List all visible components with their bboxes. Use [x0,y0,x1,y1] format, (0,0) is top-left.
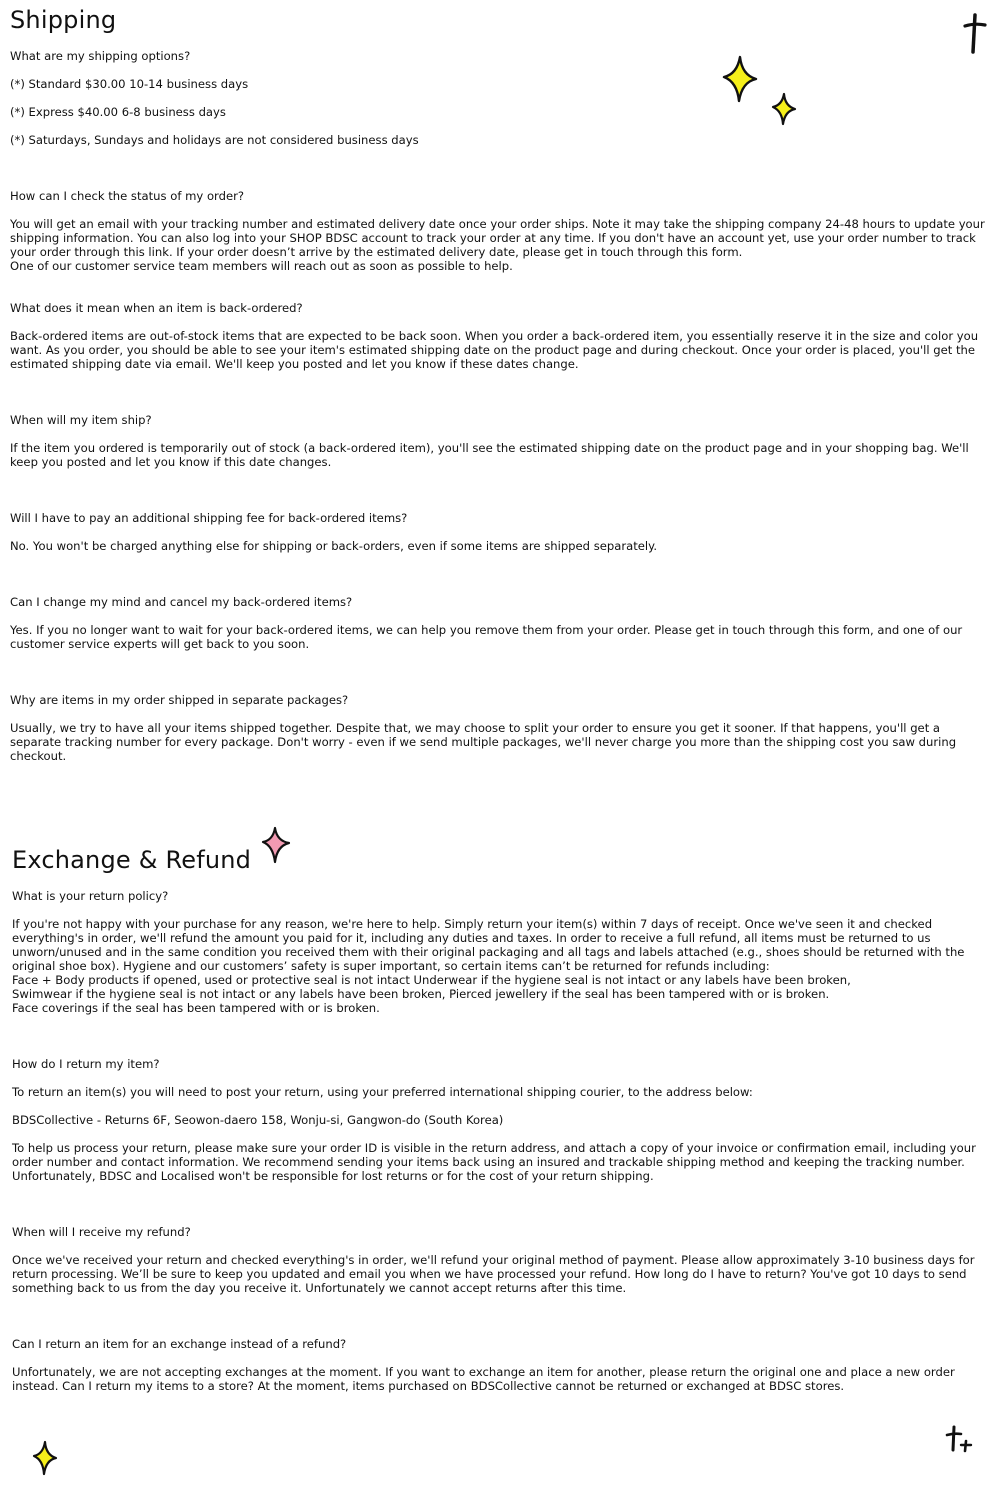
shipping-option-express: (*) Express $40.00 6-8 business days [10,105,226,119]
shipping-title: Shipping [10,6,117,34]
faq-answer: Usually, we try to have all your items shipped together. Despite that, we may choose to split your order to ensure you get it sooner. If that happens, you'll get a separate tracking number for every package. Don't worry - even if we send multiple packages, we'll never charge you more than the shipping cost you saw during checkout. [10,721,957,763]
faq-question: Can I change my mind and cancel my back-ordered items? [10,595,353,609]
faq-question: What is your return policy? [12,889,169,903]
exchange-section [12,846,994,1393]
faq-question: When will my item ship? [10,413,152,427]
faq-answer: Yes. If you no longer want to wait for your back-ordered items, we can help you remove them from your order. Please get in touch through this form, and one of our customer service experts will get back to you soon. [10,623,963,651]
shipping-option-standard: (*) Standard $30.00 10-14 business days [10,77,249,91]
faq-item [10,301,992,371]
faq-question: What does it mean when an item is back-ordered? [10,301,303,315]
faq-answer: If you're not happy with your purchase for any reason, we're here to help. Simply return your item(s) within 7 days of receipt. Once we've seen it and checked everything's in order, we'll refund the amount you paid for it, including any duties and taxes. In order to receive a full refund, all items must be returned to us unworn/unused and in the same condition you received them with their original packaging and all tags and labels attached (e.g., shoes should be returned with the original shoe box). Hygiene and our customers’ safety is super important, so certain items can’t be returned for refunds including: Face + Body products if opened, used or protective seal is not intact Underwear if the hygiene seal is not intact or any labels have been broken, Swimwear if the hygiene seal is not intact or any labels have been broken, Pierced jewellery if the seal has been tampered with or is broken. Face coverings if the seal has been tampered with or is broken. [12,917,965,1015]
faq-item [10,413,992,469]
shipping-section [10,6,992,763]
return-address: BDSCollective - Returns 6F, Seowon-daero 158, Wonju-si, Gangwon-do (South Korea) [12,1113,504,1127]
faq-answer: No. You won't be charged anything else for shipping or back-orders, even if some items are shipped separately. [10,539,658,553]
cross-icon [944,1424,974,1454]
faq-item [12,1225,994,1295]
faq-item [12,1337,994,1393]
faq-question: How do I return my item? [12,1057,160,1071]
sparkle-icon [32,1440,58,1476]
faq-answer: You will get an email with your tracking number and estimated delivery date once your order ships. Note it may take the shipping company 24-48 hours to update your shipping information. You can also log into your SHOP BDSC account to track your order at any time. If you don't have an account yet, use your order number to track your order through this link. If your order doesn’t arrive by the estimated delivery date, please get in touch through this form. One of our customer service team members will reach out as soon as possible to help. [10,217,985,273]
faq-item [10,511,992,553]
shipping-options-question: What are my shipping options? [10,49,191,63]
shipping-option-note: (*) Saturdays, Sundays and holidays are not considered business days [10,133,419,147]
exchange-title: Exchange & Refund [12,846,252,874]
faq-answer: Once we've received your return and checked everything's in order, we'll refund your original method of payment. Please allow approximately 3-10 business days for return processing. We’ll be sure to keep you updated and email you when we have processed your refund. How long do I have to return? You've got 10 days to send something back to us from the day you receive it. Unfortunately we cannot accept returns after this time. [12,1253,975,1295]
faq-item [10,693,992,763]
faq-answer-details: To help us process your return, please make sure your order ID is visible in the return address, and attach a copy of your invoice or confirmation email, including your order number and contact information. We recommend sending your items back using an insured and trackable shipping method and keeping the tracking number. Unfortunately, BDSC and Localised won't be responsible for lost returns or for the cost of your return shipping. [12,1141,976,1183]
faq-question: Can I return an item for an exchange instead of a refund? [12,1337,347,1351]
faq-answer: To return an item(s) you will need to post your return, using your preferred international shipping courier, to the address below: [12,1085,753,1099]
faq-item [12,1057,994,1183]
faq-item [10,595,992,651]
faq-question: Will I have to pay an additional shipping fee for back-ordered items? [10,511,408,525]
faq-item [12,889,994,1015]
faq-question: When will I receive my refund? [12,1225,191,1239]
faq-item [10,189,992,273]
faq-answer: Unfortunately, we are not accepting exchanges at the moment. If you want to exchange an item for another, please return the original one and place a new order instead. Can I return my items to a store? At the moment, items purchased on BDSCollective cannot be returned or exchanged at BDSC stores. [12,1365,955,1393]
faq-question: How can I check the status of my order? [10,189,245,203]
faq-question: Why are items in my order shipped in separate packages? [10,693,349,707]
faq-answer: Back-ordered items are out-of-stock items that are expected to be back soon. When you order a back-ordered item, you essentially reserve it in the size and color you want. As you order, you should be able to see your item's estimated shipping date on the product page and during checkout. Once your order is placed, you'll get the estimated shipping date via email. We'll keep you posted and let you know if these dates change. [10,329,979,371]
faq-answer: If the item you ordered is temporarily out of stock (a back-ordered item), you'll see the estimated shipping date on the product page and in your shopping bag. We'll keep you posted and let you know if this date changes. [10,441,969,469]
